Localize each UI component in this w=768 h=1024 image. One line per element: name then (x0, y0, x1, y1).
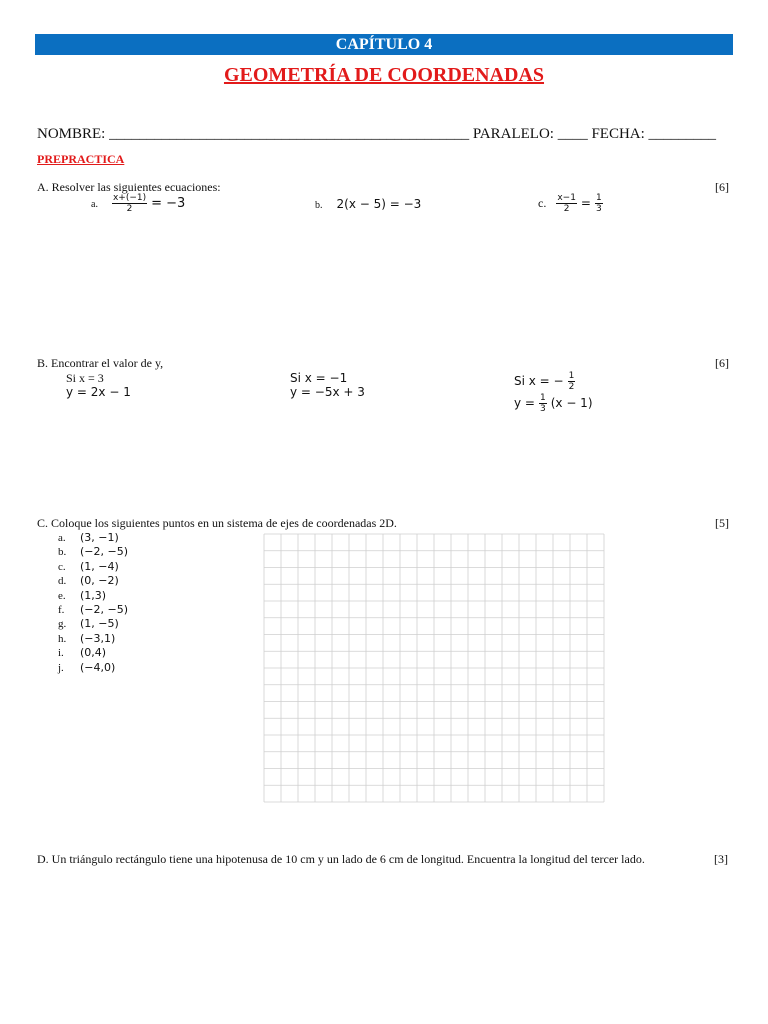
list-item (58, 589, 128, 603)
item-label: h. (58, 632, 67, 645)
numerator: 1 (595, 193, 602, 203)
list-item (58, 531, 128, 545)
question-a-points: [6] (715, 180, 729, 194)
point-value: (−2, −5) (80, 602, 129, 616)
case-3-condition (514, 371, 575, 392)
list-item (58, 574, 128, 588)
case-2-equation: y = −5x + 3 (290, 385, 365, 399)
item-label: j. (58, 661, 64, 674)
item-label: d. (58, 575, 67, 588)
denominator: 2 (126, 204, 133, 214)
case-2-condition: Si x = −1 (290, 371, 348, 385)
item-label: c. (58, 560, 66, 573)
chapter-banner: CAPÍTULO 4 (35, 34, 733, 55)
section-label: PREPRACTICA (37, 152, 125, 166)
item-label: b. (315, 200, 323, 211)
fraction (556, 193, 577, 214)
question-d-text: D. Un triángulo rectángulo tiene una hipotenusa de 10 cm y un lado de 6 cm de longitud. Encuentra la longitud del tercer lado. (37, 852, 645, 866)
item-label: e. (58, 589, 66, 602)
page-title: GEOMETRÍA DE COORDENADAS (223, 64, 545, 86)
equation-a (91, 193, 185, 214)
question-c-text: C. Coloque los siguientes puntos en un sistema de ejes de coordenadas 2D. (37, 516, 397, 530)
student-info-line: NOMBRE: ________________________________________________ PARALELO: ____ FECHA: _________ (37, 126, 717, 142)
question-a-text: A. Resolver las siguientes ecuaciones: (37, 180, 221, 194)
list-item (58, 560, 128, 574)
point-value: (1, −5) (80, 617, 119, 631)
list-item (58, 603, 128, 617)
point-value: (1,3) (80, 588, 107, 602)
list-item (58, 661, 128, 675)
numerator: 1 (568, 371, 575, 381)
numerator: 1 (539, 393, 546, 403)
point-value: (0, −2) (80, 574, 119, 588)
equation-rest: (x − 1) (550, 396, 593, 411)
question-d-points: [3] (714, 852, 728, 866)
equation-b (315, 195, 421, 213)
equation-rhs: = −3 (151, 196, 186, 212)
fraction (539, 393, 547, 414)
case-1-condition: Si x = 3 (66, 371, 104, 385)
item-label: i. (58, 647, 64, 660)
point-value: (0,4) (80, 646, 107, 660)
item-label: a. (58, 532, 66, 544)
points-list (58, 531, 128, 675)
item-label: g. (58, 618, 67, 631)
fraction (112, 193, 147, 214)
equation-lhs: y = (514, 396, 535, 411)
point-value: (−3,1) (80, 631, 116, 645)
fraction (595, 193, 603, 214)
list-item (58, 617, 128, 631)
equals-sign: = (580, 196, 591, 211)
item-label: a. (91, 199, 98, 211)
equation-c (538, 193, 603, 214)
item-label: b. (58, 546, 67, 559)
list-item (58, 646, 128, 660)
point-value: (1, −4) (80, 559, 119, 573)
numerator: x+(−1) (112, 193, 147, 203)
item-label: f. (58, 603, 65, 616)
numerator: x−1 (557, 193, 576, 203)
denominator: 2 (568, 382, 575, 392)
list-item (58, 545, 128, 559)
fraction (568, 371, 576, 392)
case-1-equation: y = 2x − 1 (66, 385, 131, 399)
item-label: c. (538, 196, 547, 211)
case-3-equation (514, 393, 593, 414)
denominator: 3 (595, 204, 602, 214)
question-b-points: [6] (715, 356, 729, 370)
denominator: 2 (563, 204, 570, 214)
question-b-text: B. Encontrar el valor de y, (37, 356, 164, 370)
denominator: 3 (539, 404, 546, 414)
point-value: (−2, −5) (80, 545, 129, 559)
condition-text: Si x = − (514, 374, 564, 389)
equation-text: 2(x − 5) = −3 (336, 197, 422, 211)
list-item (58, 632, 128, 646)
point-value: (3, −1) (80, 531, 119, 544)
point-value: (−4,0) (80, 660, 116, 674)
question-c-points: [5] (715, 516, 729, 530)
coordinate-grid[interactable] (262, 533, 606, 803)
